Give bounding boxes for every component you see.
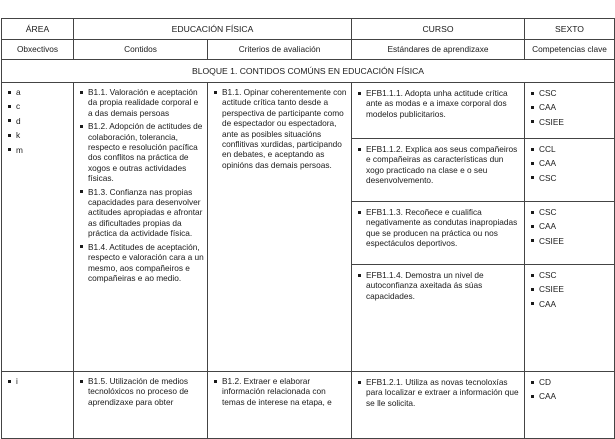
objectives-header: Obxectivos: [2, 40, 74, 60]
list-item: i: [4, 376, 70, 386]
list-item: B1.4. Actitudes de aceptación, respecto e valoración cara a un mesmo, aos compañeiros e compañeiras e ao medio.: [76, 242, 204, 284]
contents-list: [76, 376, 204, 407]
list-item: m: [4, 145, 70, 155]
header-row: [2, 19, 615, 40]
course-label: CURSO: [352, 19, 525, 40]
list-item: B1.5. Utilización de medios tecnolóxicos no proceso de aprendizaxe para obter: [76, 376, 204, 407]
objectives-cell: [2, 372, 74, 439]
list-item: B1.2. Adopción de actitudes de colaboración, tolerancia, respecto e resolución pacífica dos conflitos na práctica de xogos e outras actividades físicas.: [76, 121, 204, 183]
list-item: c: [4, 101, 70, 111]
objectives-list: [4, 376, 70, 386]
list-item: CAA: [527, 391, 611, 401]
criteria-cell: [208, 372, 352, 439]
list-item: CD: [527, 377, 611, 387]
standard-cell: [352, 202, 525, 265]
criteria-header: Criterios de avaliación: [208, 40, 352, 60]
competences-cell: [525, 83, 615, 139]
subject-name: EDUCACIÓN FÍSICA: [74, 19, 352, 40]
standard-list: [354, 207, 521, 249]
block-title: BLOQUE 1. CONTIDOS COMÚNS EN EDUCACIÓN FÍSICA: [2, 60, 615, 83]
list-item: CAA: [527, 102, 611, 112]
list-item: EFB1.1.2. Explica aos seus compañeiros e compañeiras as características dun xogo practicado na clase e o seu desenvolvemento.: [354, 144, 521, 186]
list-item: EFB1.2.1. Utiliza as novas tecnoloxías para localizar e extraer a información que se lle solicita.: [354, 377, 521, 408]
competences-list: [527, 144, 611, 183]
criteria-list: [210, 376, 348, 407]
standard-list: [354, 144, 521, 186]
list-item: CSC: [527, 173, 611, 183]
list-item: CAA: [527, 221, 611, 231]
standard-cell: [352, 139, 525, 202]
list-item: B1.3. Confianza nas propias capacidades para desenvolver actitudes apropiadas e afrontar as dificultades propias da práctica da actividade física.: [76, 187, 204, 239]
standard-cell: [352, 265, 525, 372]
list-item: EFB1.1.1. Adopta unha actitude crítica ante as modas e a imaxe corporal dos modelos publicitarios.: [354, 88, 521, 119]
list-item: CSIEE: [527, 117, 611, 127]
competences-list: [527, 88, 611, 127]
competences-cell: [525, 265, 615, 372]
competences-list: [527, 377, 611, 402]
list-item: CSC: [527, 88, 611, 98]
list-item: B1.1. Valoración e aceptación da propia realidade corporal e a das demais persoas: [76, 87, 204, 118]
criteria-cell: [208, 83, 352, 372]
list-item: CCL: [527, 144, 611, 154]
list-item: EFB1.1.3. Recoñece e cualifica negativamente as condutas inapropiadas que se producen na práctica ou nos espectáculos deportivos.: [354, 207, 521, 249]
standard-cell: [352, 83, 525, 139]
standard-cell: [352, 372, 525, 439]
competences-cell: [525, 202, 615, 265]
standard-list: [354, 88, 521, 119]
table-row: [2, 83, 615, 139]
contents-cell: [74, 372, 208, 439]
column-header-row: [2, 40, 615, 60]
list-item: CAA: [527, 299, 611, 309]
list-item: EFB1.1.4. Demostra un nivel de autoconfianza axeitada ás súas capacidades.: [354, 270, 521, 301]
contents-header: Contidos: [74, 40, 208, 60]
list-item: d: [4, 116, 70, 126]
list-item: CAA: [527, 158, 611, 168]
list-item: a: [4, 87, 70, 97]
criteria-list: [210, 87, 348, 170]
curriculum-table: [1, 18, 615, 439]
objectives-cell: [2, 83, 74, 372]
contents-cell: [74, 83, 208, 372]
competences-cell: [525, 372, 615, 439]
list-item: CSIEE: [527, 284, 611, 294]
list-item: CSC: [527, 270, 611, 280]
contents-list: [76, 87, 204, 283]
objectives-list: [4, 87, 70, 155]
competences-list: [527, 207, 611, 246]
list-item: CSC: [527, 207, 611, 217]
competences-header: Competencias clave: [525, 40, 615, 60]
table-row: [2, 372, 615, 439]
list-item: CSIEE: [527, 236, 611, 246]
competences-list: [527, 270, 611, 309]
list-item: B1.2. Extraer e elaborar información relacionada con temas de interese na etapa, e: [210, 376, 348, 407]
list-item: k: [4, 130, 70, 140]
list-item: B1.1. Opinar coherentemente con actitude crítica tanto desde a perspectiva de participante como de espectador ou espectadora, ante as posibles situacións conflitivas xurdidas, participando en debates, e aceptando as opinións das demais persoas.: [210, 87, 348, 170]
standard-list: [354, 270, 521, 301]
block-title-row: [2, 60, 615, 83]
standards-header: Estándares de aprendizaxe: [352, 40, 525, 60]
course-value: SEXTO: [525, 19, 615, 40]
competences-cell: [525, 139, 615, 202]
area-label: ÁREA: [2, 19, 74, 40]
standard-list: [354, 377, 521, 408]
